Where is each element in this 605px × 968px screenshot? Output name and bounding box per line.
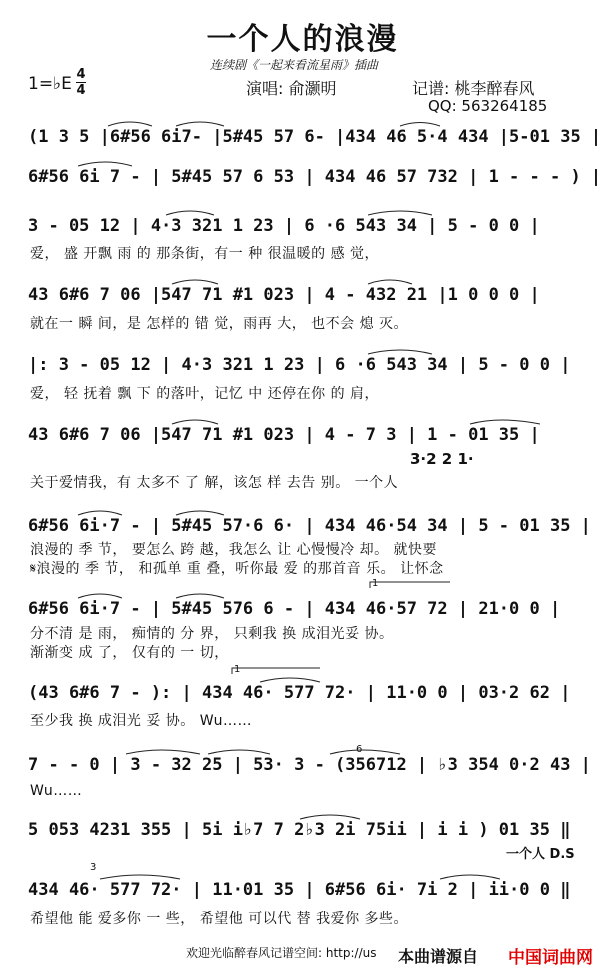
score-line-10: 7 - - 0 | 3 - 32 25 | 53· 3 - (356712 | ♭3 354 0·2 43 | xyxy=(28,755,591,775)
tie xyxy=(108,122,152,126)
score-line-8: 6#56 6i·7 - | 5#45 576 6 - | 434 46·57 72 | 21·0 0 | xyxy=(28,599,561,619)
tie xyxy=(260,678,320,682)
tie xyxy=(172,420,218,424)
lyric-line-1: 爱， 盛 开飘 雨 的 那条街，有一 种 很温暖的 感 觉， xyxy=(30,246,380,262)
subtitle: 连续剧《一起来看流星雨》插曲 xyxy=(210,58,379,72)
meter-bottom: 4 xyxy=(76,83,86,98)
tie xyxy=(78,594,122,598)
lyric-line-4: 关于爱情我，有 太多不 了 解，该怎 样 去告 别。 一个人 xyxy=(30,475,399,491)
transcriber: 记谱: 桃李醉春风 xyxy=(412,79,535,98)
lyric-line-6a: 分不清 是 雨， 痴情的 分 界， 只剩我 换 成泪光妥 协。 xyxy=(30,626,394,642)
tie xyxy=(368,350,432,354)
score-line-6: 43 6#6 7 06 |547 71 #1 023 | 4 - 7 3 | 1 - 01 35 | xyxy=(28,425,540,445)
tie xyxy=(172,280,218,284)
qq-number: QQ: 563264185 xyxy=(428,97,548,115)
score-line-11: 5 053 4231 355 | 5i i♭7 7 2♭3 2i 75ii | i i ) 01 35 ‖ xyxy=(28,820,571,840)
lyric-line-3: 爱， 轻 抚着 飘 下 的落叶，记忆 中 还停在你 的 肩， xyxy=(30,386,380,402)
volta-bracket xyxy=(232,668,320,674)
annotation-notes: 3·2 2 1· xyxy=(410,450,474,468)
score-line-12: 434 46· 577 72· | 11·01 35 | 6#56 6i· 7i 2 | ii·0 0 ‖ xyxy=(28,880,571,900)
volta-1-b: 1 xyxy=(234,664,241,675)
lyric-line-7: 至少我 换 成泪光 妥 协。 Wu…… xyxy=(30,713,252,729)
page-title: 一个人的浪漫 xyxy=(206,22,399,57)
score-line-9: (43 6#6 7 - ): | 434 46· 577 72· | 11·0 0 | 03·2 62 | xyxy=(28,683,571,703)
score-line-4: 43 6#6 7 06 |547 71 #1 023 | 4 - 432 21 |1 0 0 0 | xyxy=(28,285,540,305)
lyric-line-5b: 𝄋浪漫的 季 节， 和孤单 重 叠，听你最 爱 的那首音 乐。 让怀念 xyxy=(30,561,444,577)
volta-1-a: 1 xyxy=(372,578,379,589)
score-line-5: |: 3 - 05 12 | 4·3 321 1 23 | 6 ·6 543 34 | 5 - 0 0 | xyxy=(28,355,571,375)
lyric-line-9: 希望他 能 爱多你 一 些， 希望他 可以代 替 我爱你 多些。 xyxy=(30,911,409,927)
ds-marking: 一个人 D.S xyxy=(506,847,575,862)
tie xyxy=(208,750,270,754)
lyric-line-5a: 浪漫的 季 节， 要怎么 跨 越，我怎么 让 心慢慢冷 却。 就快要 xyxy=(30,542,438,558)
lyric-line-8: Wu…… xyxy=(30,783,83,799)
meter-top: 4 xyxy=(76,67,86,82)
tie xyxy=(126,750,200,754)
tie xyxy=(78,162,132,166)
tie xyxy=(400,123,440,127)
tuplet-6: 6 xyxy=(356,744,363,755)
tie xyxy=(368,211,432,215)
tie xyxy=(300,815,360,819)
lyric-line-6b: 渐渐变 成 了， 仅有的 一 切， xyxy=(30,645,229,661)
volta-bracket xyxy=(370,582,450,588)
tie xyxy=(166,211,214,215)
singer: 演唱: 俞灏明 xyxy=(246,79,337,98)
score-line-7: 6#56 6i·7 - | 5#45 57·6 6· | 434 46·54 34 | 5 - 01 35 | xyxy=(28,516,591,536)
tie xyxy=(176,594,224,598)
tie xyxy=(330,750,400,754)
key-signature: 1=♭E xyxy=(28,74,72,94)
footer-site-link[interactable]: 中国词曲网 xyxy=(508,948,593,968)
tie xyxy=(440,875,500,879)
score-line-2: 6#56 6i 7 - | 5#45 57 6 53 | 434 46 57 732 | 1 - - - ) | xyxy=(28,167,602,187)
lyric-line-2: 就在一 瞬 间，是 怎样的 错 觉，雨再 大， 也不会 熄 灭。 xyxy=(30,316,409,332)
tie xyxy=(176,511,224,515)
tie xyxy=(78,511,122,515)
time-signature xyxy=(76,68,86,97)
footer-source: 本曲谱源自 xyxy=(398,947,479,966)
tie xyxy=(176,122,224,126)
tie xyxy=(100,875,180,879)
score-line-3: 3 - 05 12 | 4·3 321 1 23 | 6 ·6 543 34 | 5 - 0 0 | xyxy=(28,216,540,236)
score-line-1: (1 3 5 |6#56 6i7- |5#45 57 6- |434 46 5·4 434 |5-01 35 | xyxy=(28,127,602,147)
tuplet-3: 3 xyxy=(90,862,97,873)
footer-welcome: 欢迎光临醉春风记谱空间: http://us xyxy=(186,946,377,960)
tie xyxy=(368,280,412,284)
tie xyxy=(470,420,540,424)
